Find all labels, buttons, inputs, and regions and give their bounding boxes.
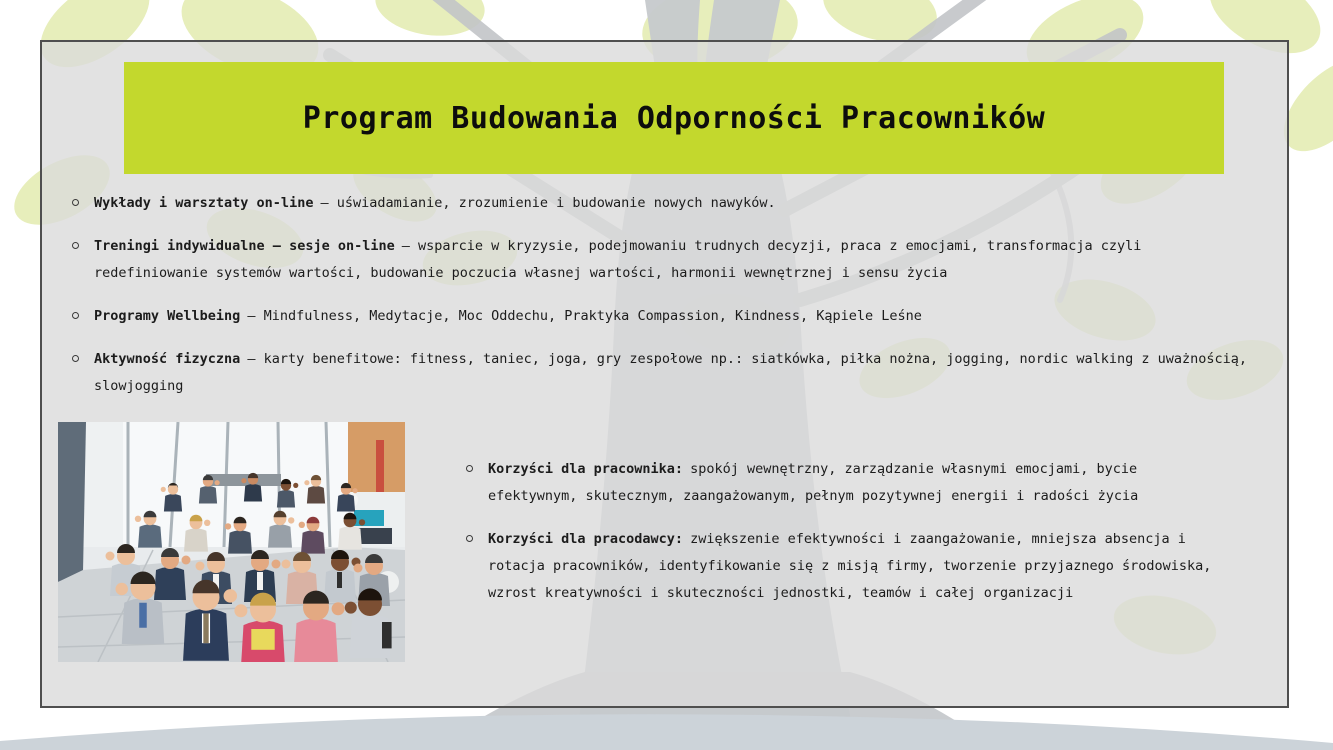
list-item <box>70 190 1260 217</box>
list-item <box>464 526 1219 607</box>
bullet-circle-icon <box>72 355 79 362</box>
slide-title: Program Budowania Odporności Pracowników <box>302 100 1046 136</box>
bullet-list-left <box>70 190 1260 416</box>
bullet-text: – uświadamianie, zrozumienie i budowanie nowych nawyków. <box>320 195 776 211</box>
bullet-lead: Korzyści dla pracownika: <box>488 461 684 477</box>
bullet-lead: Wykłady i warsztaty on-line <box>94 195 314 211</box>
bullet-lead: Programy Wellbeing <box>94 308 241 324</box>
group-photo <box>58 422 405 662</box>
list-item <box>464 456 1219 510</box>
bullet-list-right <box>464 456 1219 623</box>
bullet-circle-icon <box>72 312 79 319</box>
bullet-circle-icon <box>466 535 473 542</box>
bullet-text: – wsparcie w kryzysie, podejmowaniu trudnych decyzji, praca z emocjami, transformacja czyli redefiniowanie systemów wartości, budowanie poczucia własnej wartości, harmonii wewnętrznej i sensu życia <box>94 238 1142 281</box>
bullet-text: – Mindfulness, Medytacje, Moc Oddechu, Praktyka Compassion, Kindness, Kąpiele Leśne <box>247 308 922 324</box>
list-item <box>70 346 1260 400</box>
bullet-lead: Korzyści dla pracodawcy: <box>488 531 684 547</box>
bullet-text: spokój wewnętrzny, zarządzanie własnymi emocjami, bycie efektywnym, skutecznym, zaangażowanym, pełnym pozytywnej energii i radości życia <box>488 461 1139 504</box>
bullet-lead: Aktywność fizyczna <box>94 351 241 367</box>
title-banner <box>124 62 1224 174</box>
slide-content-panel <box>40 40 1289 708</box>
bullet-lead: Treningi indywidualne – sesje on-line <box>94 238 395 254</box>
bullet-text: zwiększenie efektywności i zaangażowanie, mniejsza absencja i rotacja pracowników, identyfikowanie się z misją firmy, tworzenie przyjaznego środowiska, wzrost kreatywności i skuteczności jednostki, teamów i całej organizacji <box>488 531 1212 601</box>
ground-mound-icon <box>0 714 1333 750</box>
bullet-circle-icon <box>72 242 79 249</box>
bullet-text: – karty benefitowe: fitness, taniec, joga, gry zespołowe np.: siatkówka, piłka nożna, jogging, nordic walking z uważnością, slowjogging <box>94 351 1248 394</box>
list-item <box>70 233 1260 287</box>
bullet-circle-icon <box>466 465 473 472</box>
list-item <box>70 303 1260 330</box>
bullet-circle-icon <box>72 199 79 206</box>
